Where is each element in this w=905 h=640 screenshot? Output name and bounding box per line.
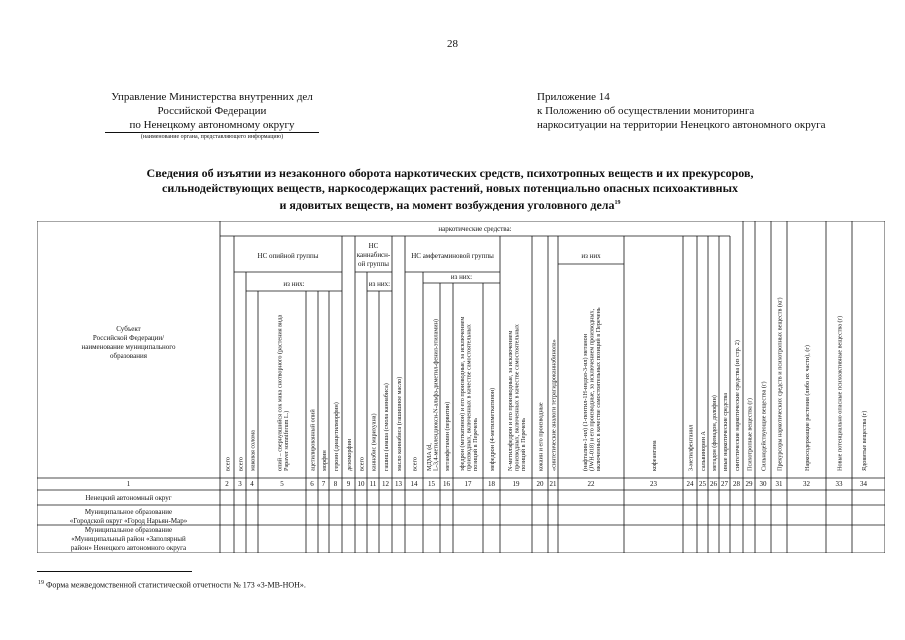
column-header-4: маковая солома — [249, 430, 257, 471]
page-number: 28 — [447, 38, 458, 50]
document-title — [60, 166, 840, 213]
column-header-18: мефедрон (4-метилметкатинон) — [489, 387, 496, 471]
column-header-6: ацетилированный опий — [309, 409, 317, 471]
column-header-24: 3-метилфентанил — [687, 424, 695, 471]
authority-line-2: Российской Федерации — [157, 105, 267, 117]
synth-iz-nih: из них — [581, 252, 601, 260]
column-number: 12 — [382, 480, 389, 488]
column-header-12: гашиш (анаша (смола каннабиса) — [383, 383, 390, 471]
column-header-17: эфедрон (меткатинон) и его производные, за исключением — [459, 316, 466, 471]
cannabis-group-label: НС — [368, 242, 379, 250]
column-number: 28 — [733, 480, 740, 488]
column-header-22: включенных в качестве самостоятельных позиций в Перечень — [595, 307, 602, 471]
column-header-32: Наркосодержащие растения (либо их части), (г) — [804, 345, 811, 471]
column-header-34: Ядовитые вещества (г) — [861, 410, 868, 471]
column-header-19: N-метилэфедрон и его производные, за исключением — [507, 330, 514, 471]
subject-header-line: Российской Федерации/ — [92, 334, 165, 342]
column-number: 20 — [536, 480, 544, 488]
column-header-11: каннабис (марихуана) — [370, 413, 378, 471]
column-number: 6 — [310, 480, 314, 488]
column-header-21: «синтетические аналоги тетрагидроканнабинола» — [550, 339, 558, 471]
column-number: 27 — [721, 480, 728, 488]
column-number: 31 — [775, 480, 783, 488]
column-header-9: дезоморфин — [346, 438, 353, 471]
footnote-separator — [37, 571, 192, 572]
amph-iz-nih: из них: — [450, 273, 473, 281]
amph-group-label: НС амфетаминовой группы — [411, 252, 494, 260]
footnote-text: Форма межведомственной статистической отчетности № 173 «3-МВ-НОН». — [46, 580, 306, 590]
title-line-3: и ядовитых веществ, на момент возбуждения уголовного дела — [279, 198, 615, 212]
column-header-15: МДМА (d, — [425, 443, 433, 471]
column-header-26: метадон (фенадон, долофин) — [711, 395, 718, 471]
column-number: 34 — [860, 480, 867, 488]
column-number: 26 — [710, 480, 717, 488]
authority-line-3: по Ненецкому автономному округу — [105, 118, 318, 133]
column-header-25: сальвинорин А — [700, 431, 707, 471]
column-number: 30 — [759, 480, 767, 488]
column-header-22: (JWH-018) и его производные, за исключением производных, — [588, 308, 596, 471]
column-number: 23 — [650, 480, 657, 488]
appendix-line-3: наркоситуации на территории Ненецкого автономного округа — [537, 119, 826, 131]
column-number: 17 — [464, 480, 472, 488]
column-number: 11 — [369, 480, 377, 488]
column-number: 13 — [395, 480, 402, 488]
column-number: 5 — [280, 480, 284, 488]
column-number: 24 — [686, 480, 694, 488]
column-header-23: кофеангина — [651, 440, 658, 471]
appendix-line-1: Приложение 14 — [537, 91, 610, 103]
subject-header-line: наименование муниципального — [81, 343, 176, 351]
column-number: 7 — [321, 480, 326, 488]
column-header-5: Papaver somniferum L.) — [282, 410, 290, 471]
column-header-7: морфин — [321, 450, 328, 471]
row-subject-2: Муниципальное образование — [84, 508, 173, 516]
column-header-5: опий – свернувшийся сок мака снотворного (растения вида — [276, 314, 284, 471]
column-header-33: Новые потенциально опасные психоактивные вещества (г) — [836, 315, 844, 471]
authority-line-1: Управление Министерства внутренних дел — [111, 91, 313, 103]
footnote-mark: 19 — [38, 580, 44, 586]
column-header-17: производных, включенных в качестве самостоятельных — [465, 324, 473, 471]
opium-group-label: НС опийной группы — [257, 252, 319, 260]
appendix-line-2: к Положению об осуществлении мониторинга — [537, 105, 755, 117]
title-line-1: Сведения об изъятии из незаконного оборота наркотических средств, психотропных веществ и их прекурсоров, — [146, 166, 754, 180]
column-header-31: Прекурсоры наркотических средств и психотропных веществ (кг) — [776, 297, 784, 471]
column-number: 32 — [803, 480, 810, 488]
column-number: 8 — [333, 480, 338, 488]
column-number: 3 — [238, 480, 242, 488]
column-number: 2 — [225, 480, 229, 488]
column-header-28: синтетические наркотические средства (из стр. 2) — [734, 340, 741, 471]
authority-note: (наименование органа, представляющего информацию) — [140, 134, 284, 140]
column-header-20: кокаин и его производные — [537, 402, 545, 471]
seizure-table — [37, 221, 885, 558]
column-header-19: производных, включенных в качестве самостоятельных — [513, 324, 521, 471]
column-number: 22 — [587, 480, 595, 488]
column-number: 14 — [410, 480, 418, 488]
row-subject-1: Ненецкий автономный округ — [85, 494, 172, 502]
column-number: 21 — [549, 480, 557, 488]
column-header-14: всего — [411, 457, 419, 471]
cannabis-group-label: каннабисн- — [356, 251, 391, 259]
column-number: 18 — [488, 480, 495, 488]
column-header-8: героин (диацетилморфин) — [333, 402, 340, 471]
column-header-13: масло каннабиса (гашишное масло) — [396, 376, 403, 471]
column-header-2: всего — [224, 457, 232, 471]
row-subject-2: «Городской округ «Город Нарьян-Мар» — [69, 517, 188, 525]
row-subject-3: район» Ненецкого автономного округа — [70, 544, 187, 552]
column-number: 19 — [512, 480, 520, 488]
column-header-17: позиций в Перечень — [472, 417, 479, 471]
title-footnote-mark: 19 — [614, 200, 621, 206]
cannabis-iz-nih: из них: — [368, 280, 391, 288]
subject-header-line: образования — [110, 352, 147, 360]
subject-header-line: Субъект — [116, 325, 141, 333]
row-subject-3: «Муниципальный район «Заполярный — [71, 535, 186, 543]
column-number: 4 — [250, 480, 254, 488]
column-number: 1 — [126, 480, 131, 488]
row-subject-3: Муниципальное образование — [84, 526, 173, 534]
column-number: 10 — [357, 480, 365, 488]
column-number: 16 — [443, 480, 450, 488]
narcotic-group-label: наркотические средства: — [438, 225, 512, 233]
column-header-19: позиций в Перечень — [520, 417, 527, 471]
title-line-2: сильнодействующих веществ, наркосодержащих растений, новых потенциально опасных психоактивных — [162, 181, 738, 195]
footnote — [38, 580, 306, 590]
issuing-authority — [62, 90, 362, 141]
column-header-27: иные наркотические средства — [722, 392, 729, 471]
column-number: 33 — [835, 480, 843, 488]
appendix-reference — [537, 90, 877, 132]
column-number: 9 — [346, 480, 351, 488]
column-number: 15 — [428, 480, 435, 488]
column-header-29: Психотропные вещества (г) — [746, 398, 754, 471]
cannabis-group-label: ой группы — [358, 260, 389, 268]
column-header-22: (нафталин-1-ил) (1-пентил-1Н-индол-3-ил) метанон — [582, 333, 589, 471]
column-header-30: Сильнодействующие вещества (г) — [760, 381, 768, 471]
opium-iz-nih: из них: — [283, 280, 305, 288]
column-header-16: метамфетамин (первитин) — [444, 401, 451, 471]
column-header-10: всего — [358, 457, 366, 471]
column-header-3: всего — [237, 457, 245, 471]
column-header-15: L-3,4-метилендиокси-N-альфа-диметил-фенил-этиламин) — [432, 319, 440, 471]
column-number: 29 — [745, 480, 753, 488]
column-number: 25 — [699, 480, 706, 488]
